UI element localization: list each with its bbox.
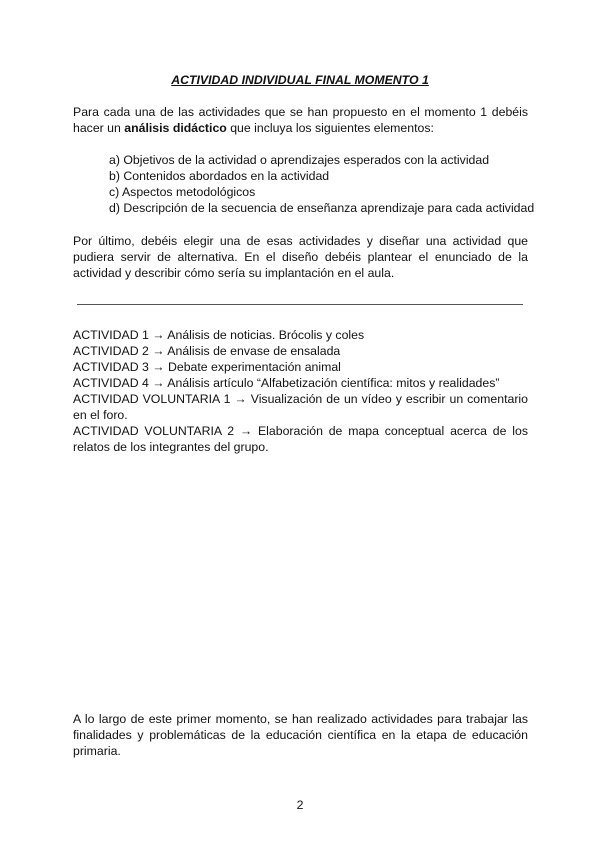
horizontal-divider <box>77 304 523 305</box>
element-item: a) Objetivos de la actividad o aprendizajes esperados con la actividad <box>109 153 490 167</box>
intro-text-start: Para cada una de las actividades que se han propuesto en el momento 1 debéis hacer un <box>73 105 528 135</box>
activity-item: ACTIVIDAD 3 → Debate experimentación animal <box>73 360 341 374</box>
element-item: d) Descripción de la secuencia de enseñanza aprendizaje para cada actividad <box>109 201 535 215</box>
page-number: 2 <box>296 798 304 812</box>
element-item: b) Contenidos abordados en la actividad <box>109 169 330 183</box>
closing-paragraph: Por último, debéis elegir una de esas actividades y diseñar una actividad que pudiera servir de alternativa. En el diseño debéis plantear el enunciado de la actividad y describir cómo sería su implantación en el aula. <box>73 234 528 280</box>
activity-item: ACTIVIDAD 2 → Análisis de envase de ensalada <box>73 344 341 358</box>
intro-text-end: que incluya los siguientes elementos: <box>226 121 434 135</box>
activity-item: ACTIVIDAD 4 → Análisis artículo “Alfabetización científica: mitos y realidades” <box>73 376 500 390</box>
final-paragraph: A lo largo de este primer momento, se han realizado actividades para trabajar las finalidades y problemáticas de la educación científica en la etapa de educación primaria. <box>73 712 528 758</box>
activity-item: ACTIVIDAD VOLUNTARIA 1 → Visualización de un vídeo y escribir un comentario en el foro. <box>73 392 528 422</box>
intro-paragraph <box>73 104 528 136</box>
document-title: ACTIVIDAD INDIVIDUAL FINAL MOMENTO 1 <box>171 73 429 87</box>
intro-bold-term: análisis didáctico <box>124 121 227 135</box>
elements-list <box>109 152 534 216</box>
activities-list <box>73 327 528 455</box>
activity-item: ACTIVIDAD VOLUNTARIA 2 → Elaboración de mapa conceptual acerca de los relatos de los integrantes del grupo. <box>73 424 528 454</box>
activity-item: ACTIVIDAD 1 → Análisis de noticias. Brócolis y coles <box>73 328 365 342</box>
element-item: c) Aspectos metodológicos <box>109 185 256 199</box>
